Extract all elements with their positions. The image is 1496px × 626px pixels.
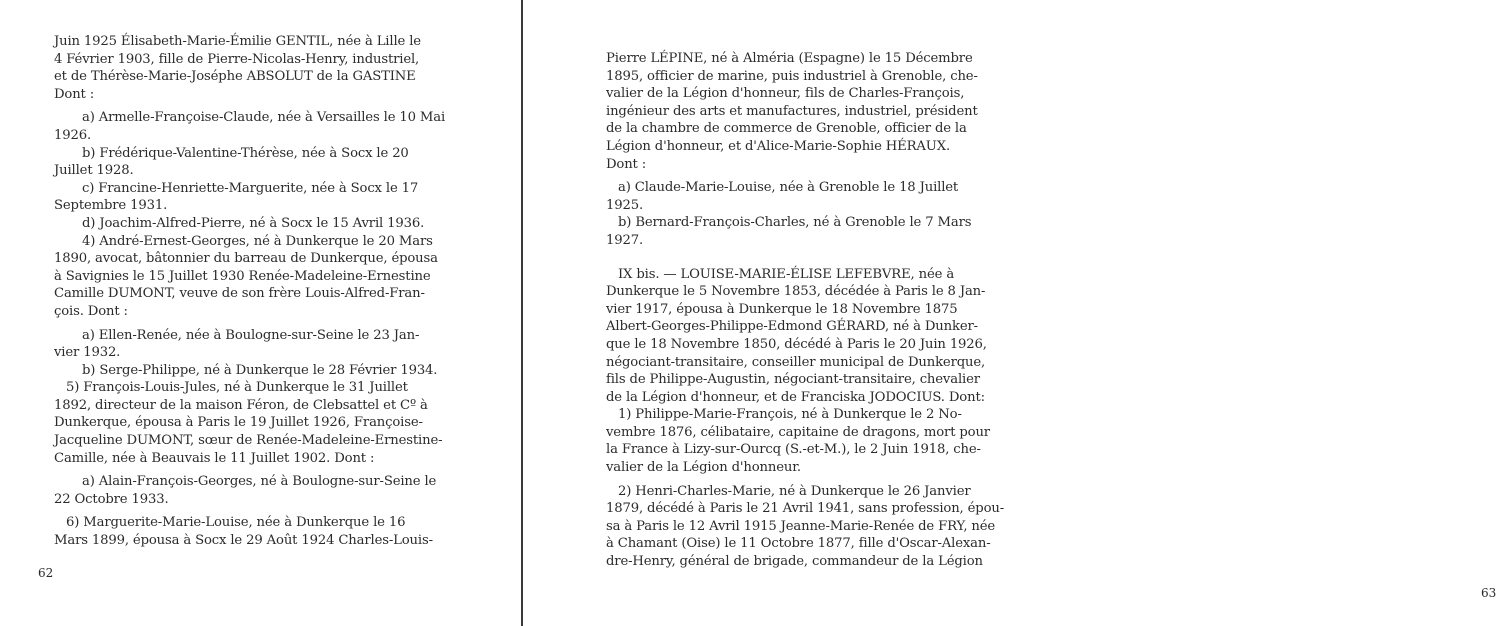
text-line: 1925. bbox=[606, 197, 644, 213]
text-line: 1879, décédé à Paris le 21 Avril 1941, sans profession, épou- bbox=[606, 501, 1005, 517]
text-line: Dont : bbox=[606, 156, 647, 172]
text-line: fils de Philippe-Augustin, négociant-transitaire, chevalier bbox=[606, 372, 980, 388]
text-line: Légion d'honneur, et d'Alice-Marie-Sophie HÉRAUX. bbox=[606, 138, 951, 154]
text-line: 1890, avocat, bâtonnier du barreau de Dunkerque, épousa bbox=[54, 251, 438, 267]
right-page-text bbox=[606, 50, 1005, 571]
text-line: 1) Philippe-Marie-François, né à Dunkerque le 2 No- bbox=[618, 407, 962, 423]
text-line: Camille, née à Beauvais le 11 Juillet 1902. Dont : bbox=[54, 450, 375, 466]
text-line: Juillet 1928. bbox=[54, 163, 134, 179]
text-line: Pierre LÉPINE, né à Alméria (Espagne) le 15 Décembre bbox=[606, 51, 973, 66]
text-line: Albert-Georges-Philippe-Edmond GÉRARD, né à Dunker- bbox=[606, 319, 978, 335]
text-line: 6) Marguerite-Marie-Louise, née à Dunkerque le 16 bbox=[66, 515, 406, 531]
text-line: 1895, officier de marine, puis industriel à Grenoble, che- bbox=[606, 68, 978, 84]
right-page bbox=[525, 0, 1496, 626]
text-line: 1927. bbox=[606, 232, 644, 248]
text-line: vier 1932. bbox=[54, 345, 121, 361]
text-line: 4) André-Ernest-Georges, né à Dunkerque le 20 Mars bbox=[82, 233, 433, 249]
text-line: 5) François-Louis-Jules, né à Dunkerque le 31 Juillet bbox=[66, 380, 408, 396]
page-number-left: 62 bbox=[38, 566, 54, 580]
text-line: çois. Dont : bbox=[54, 303, 128, 319]
text-line: 22 Octobre 1933. bbox=[54, 491, 169, 507]
text-line: Juin 1925 Élisabeth-Marie-Émilie GENTIL, née à Lille le bbox=[54, 34, 421, 49]
text-line: Camille DUMONT, veuve de son frère Louis-Alfred-Fran- bbox=[54, 286, 425, 302]
text-line: de la chambre de commerce de Grenoble, officier de la bbox=[606, 121, 967, 137]
text-line: b) Frédérique-Valentine-Thérèse, née à Socx le 20 bbox=[82, 145, 409, 161]
text-line: de la Légion d'honneur, et de Franciska JODOCIUS. Dont: bbox=[606, 389, 985, 405]
text-line: 1926. bbox=[54, 127, 92, 143]
text-line: a) Claude-Marie-Louise, née à Grenoble le 18 Juillet bbox=[618, 180, 959, 196]
book-gutter bbox=[521, 0, 523, 626]
text-line: 2) Henri-Charles-Marie, né à Dunkerque le 26 Janvier bbox=[618, 483, 971, 499]
text-line: d) Joachim-Alfred-Pierre, né à Socx le 15 Avril 1936. bbox=[82, 215, 425, 231]
text-line: valier de la Légion d'honneur, fils de Charles-François, bbox=[606, 86, 965, 102]
text-line: ingénieur des arts et manufactures, industriel, président bbox=[606, 103, 978, 119]
left-page-text bbox=[54, 33, 446, 550]
text-line: Septembre 1931. bbox=[54, 198, 168, 214]
text-line: vier 1917, épousa à Dunkerque le 18 Novembre 1875 bbox=[606, 301, 958, 317]
text-line: vembre 1876, célibataire, capitaine de dragons, mort pour bbox=[606, 424, 990, 440]
text-line: Dunkerque, épousa à Paris le 19 Juillet 1926, Françoise- bbox=[54, 415, 423, 431]
text-line: valier de la Légion d'honneur. bbox=[606, 460, 801, 476]
text-line: Dunkerque le 5 Novembre 1853, décédée à Paris le 8 Jan- bbox=[606, 284, 986, 300]
text-line: et de Thérèse-Marie-Joséphe ABSOLUT de la GASTINE bbox=[54, 69, 416, 85]
text-line: Dont : bbox=[54, 86, 95, 102]
text-line: Mars 1899, épousa à Socx le 29 Août 1924 Charles-Louis- bbox=[54, 533, 433, 549]
text-line: b) Bernard-François-Charles, né à Grenoble le 7 Mars bbox=[618, 215, 972, 231]
text-line: sa à Paris le 12 Avril 1915 Jeanne-Marie-Renée de FRY, née bbox=[606, 518, 996, 534]
text-line: 1892, directeur de la maison Féron, de Clebsattel et Cº à bbox=[54, 397, 428, 413]
text-line: négociant-transitaire, conseiller municipal de Dunkerque, bbox=[606, 354, 986, 370]
text-line: IX bis. — LOUISE-MARIE-ÉLISE LEFEBVRE, née à bbox=[618, 266, 955, 282]
text-line: à Savignies le 15 Juillet 1930 Renée-Madeleine-Ernestine bbox=[54, 268, 431, 284]
text-line: b) Serge-Philippe, né à Dunkerque le 28 Février 1934. bbox=[82, 362, 438, 378]
text-line: à Chamant (Oise) le 11 Octobre 1877, fille d'Oscar-Alexan- bbox=[606, 536, 991, 552]
text-line: la France à Lizy-sur-Ourcq (S.-et-M.), le 2 Juin 1918, che- bbox=[606, 442, 981, 458]
left-page bbox=[0, 0, 522, 626]
text-line: c) Francine-Henriette-Marguerite, née à Socx le 17 bbox=[82, 180, 419, 196]
text-line: a) Ellen-Renée, née à Boulogne-sur-Seine le 23 Jan- bbox=[82, 327, 420, 343]
page-number-right: 63 bbox=[1481, 586, 1496, 600]
text-line: 4 Février 1903, fille de Pierre-Nicolas-Henry, industriel, bbox=[54, 51, 420, 67]
text-line: que le 18 Novembre 1850, décédé à Paris le 20 Juin 1926, bbox=[606, 336, 987, 352]
text-line: dre-Henry, général de brigade, commandeur de la Légion bbox=[606, 554, 983, 570]
text-line: Jacqueline DUMONT, sœur de Renée-Madeleine-Ernestine- bbox=[54, 433, 443, 449]
text-line: a) Alain-François-Georges, né à Boulogne-sur-Seine le bbox=[82, 474, 437, 490]
text-line: a) Armelle-Françoise-Claude, née à Versailles le 10 Mai bbox=[82, 110, 446, 126]
